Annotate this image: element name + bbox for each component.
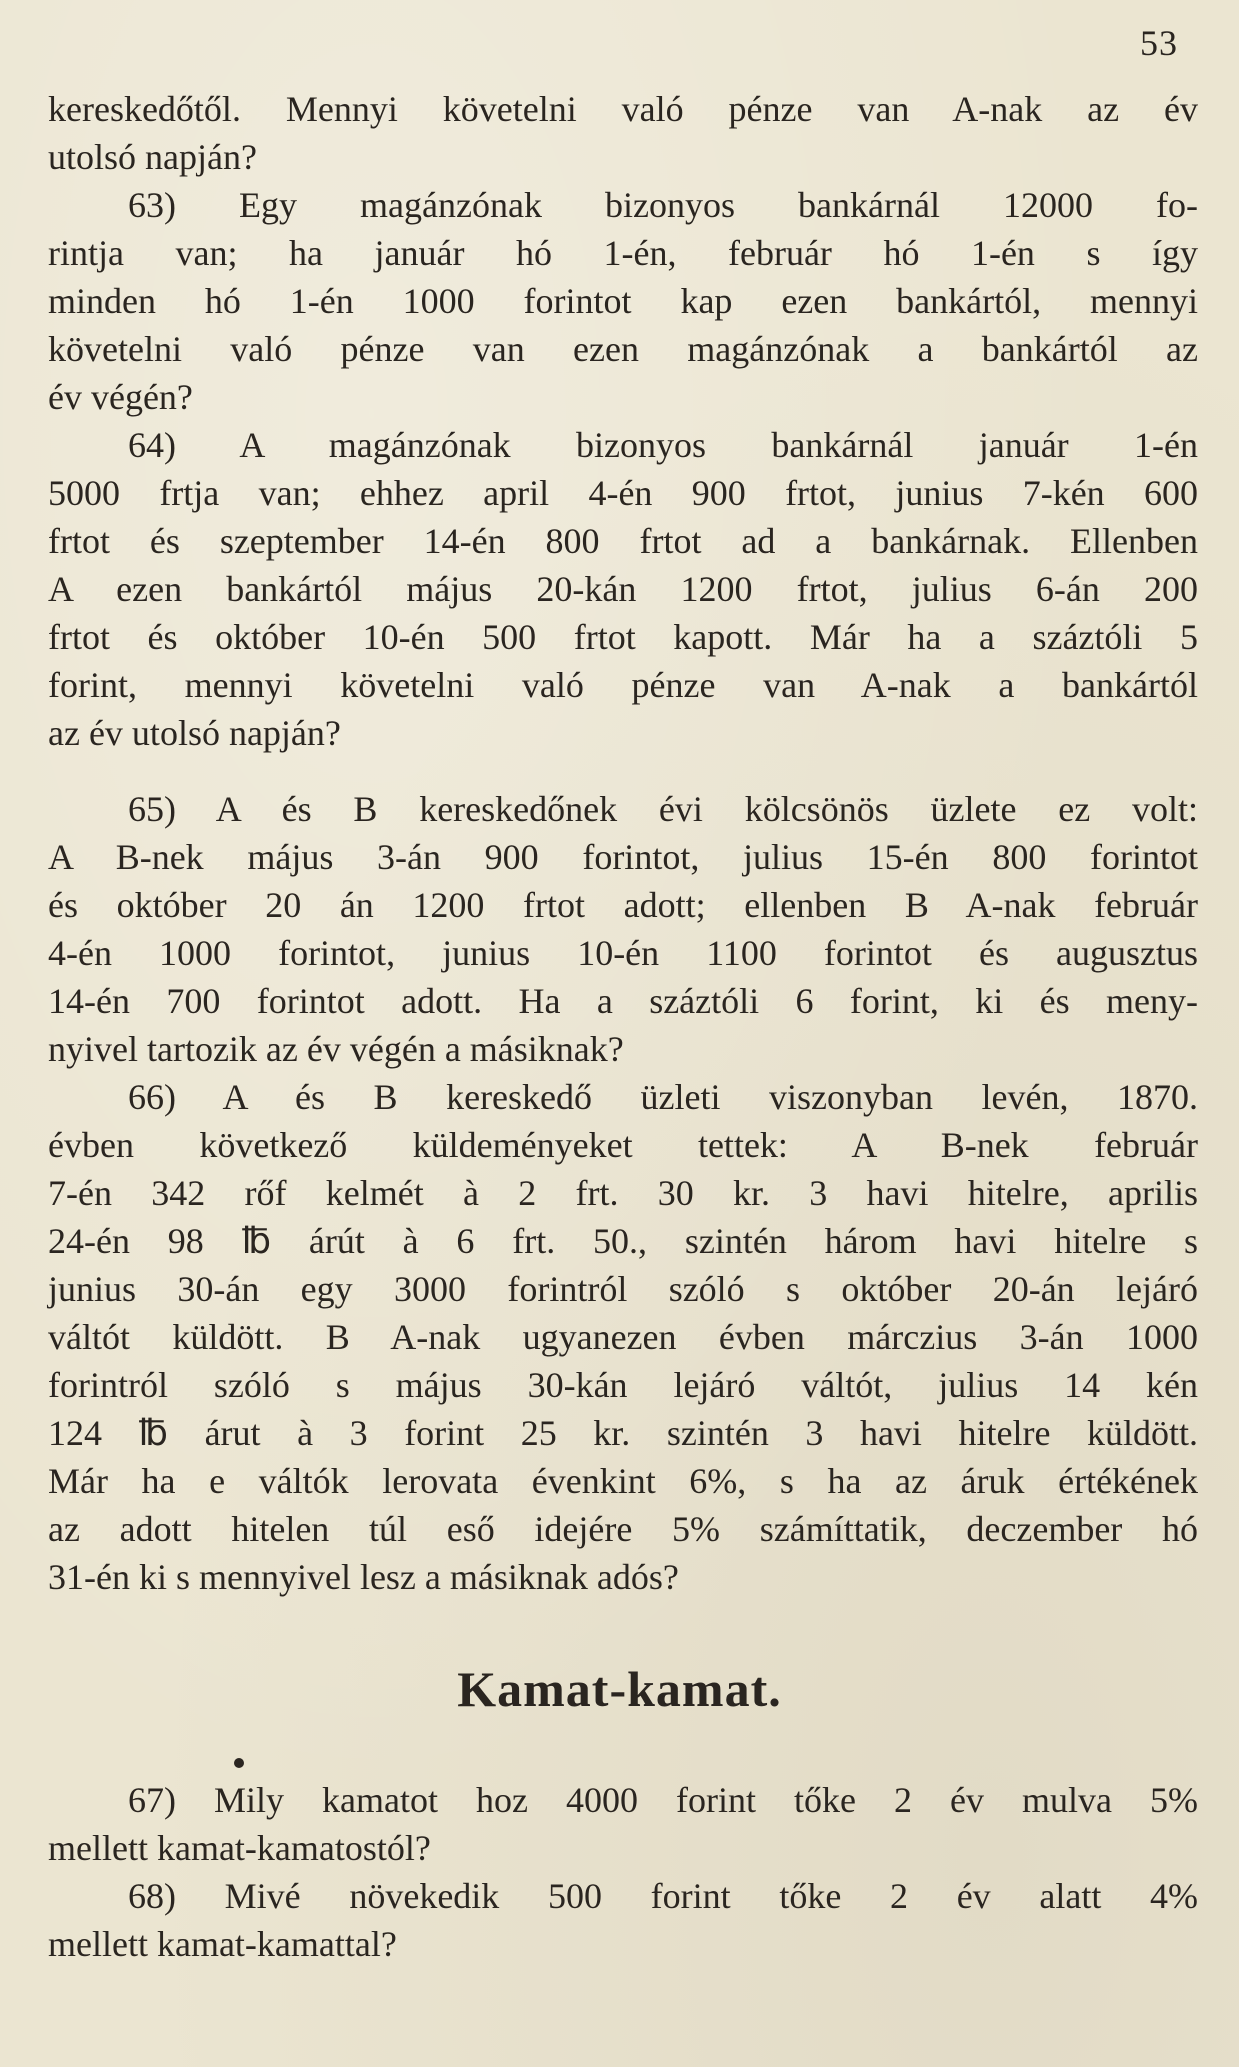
- text-line: Már ha e váltók lerovata évenkint 6%, s ha az áruk értékének: [48, 1461, 1198, 1501]
- text-line: rintja van; ha január hó 1-én, február hó 1-én s így: [48, 233, 1198, 273]
- text-line: 14-én 700 forintot adott. Ha a száztóli 6 forint, ki és meny-: [48, 981, 1198, 1021]
- text-line: és október 20 án 1200 frtot adott; ellenben B A-nak február: [48, 885, 1198, 925]
- text-line: évben következő küldeményeket tettek: A B-nek február: [48, 1125, 1198, 1165]
- page-number: 53: [1140, 23, 1178, 63]
- text-line: 31-én ki s mennyivel lesz a másiknak adós?: [48, 1557, 679, 1597]
- text-line: forint, mennyi követelni való pénze van A-nak a bankártól: [48, 665, 1198, 705]
- problem-67-line: 67) Mily kamatot hoz 4000 forint tőke 2 év mulva 5%: [128, 1780, 1198, 1820]
- problem-64-line: 64) A magánzónak bizonyos bankárnál január 1-én: [128, 425, 1198, 465]
- text-line: junius 30-án egy 3000 forintról szóló s október 20-án lejáró: [48, 1269, 1198, 1309]
- text-line: kereskedőtől. Mennyi követelni való pénze van A-nak az év: [48, 89, 1198, 129]
- problem-63-line: 63) Egy magánzónak bizonyos bankárnál 12000 fo-: [128, 185, 1198, 225]
- text-line: nyivel tartozik az év végén a másiknak?: [48, 1029, 624, 1069]
- text-line: forintról szóló s május 30-kán lejáró váltót, julius 14 kén: [48, 1365, 1198, 1405]
- text-line: frtot és október 10-én 500 frtot kapott. Már ha a száztóli 5: [48, 617, 1198, 657]
- text-line: 7-én 342 rőf kelmét à 2 frt. 30 kr. 3 havi hitelre, aprilis: [48, 1173, 1198, 1213]
- problem-66-line: 66) A és B kereskedő üzleti viszonyban levén, 1870.: [128, 1077, 1198, 1117]
- text-line: váltót küldött. B A-nak ugyanezen évben márczius 3-án 1000: [48, 1317, 1198, 1357]
- problem-68-line: 68) Mivé növekedik 500 forint tőke 2 év alatt 4%: [128, 1876, 1198, 1916]
- text-line: frtot és szeptember 14-én 800 frtot ad a bankárnak. Ellenben: [48, 521, 1198, 561]
- text-line: mellett kamat-kamatostól?: [48, 1828, 431, 1868]
- text-line: év végén?: [48, 377, 193, 417]
- section-heading: Kamat-kamat.: [457, 1661, 782, 1717]
- text-line: az adott hitelen túl eső idejére 5% számíttatik, deczember hó: [48, 1509, 1198, 1549]
- text-line: 24-én 98 ℔ árút à 6 frt. 50., szintén három havi hitelre s: [48, 1221, 1198, 1261]
- text-line: 124 ℔ árut à 3 forint 25 kr. szintén 3 havi hitelre küldött.: [48, 1413, 1198, 1453]
- text-line: 4-én 1000 forintot, junius 10-én 1100 forintot és augusztus: [48, 933, 1198, 973]
- text-line: az év utolsó napján?: [48, 713, 341, 753]
- text-line: A ezen bankártól május 20-kán 1200 frtot, julius 6-án 200: [48, 569, 1198, 609]
- problem-65-line: 65) A és B kereskedőnek évi kölcsönös üzlete ez volt:: [128, 789, 1198, 829]
- ink-dot: [234, 1758, 244, 1768]
- text-line: utolsó napján?: [48, 137, 257, 177]
- text-line: mellett kamat-kamattal?: [48, 1924, 397, 1964]
- text-line: A B-nek május 3-án 900 forintot, julius 15-én 800 forintot: [48, 837, 1198, 877]
- text-line: minden hó 1-én 1000 forintot kap ezen bankártól, mennyi: [48, 281, 1198, 321]
- text-line: követelni való pénze van ezen magánzónak a bankártól az: [48, 329, 1198, 369]
- text-line: 5000 frtja van; ehhez april 4-én 900 frtot, junius 7-kén 600: [48, 473, 1198, 513]
